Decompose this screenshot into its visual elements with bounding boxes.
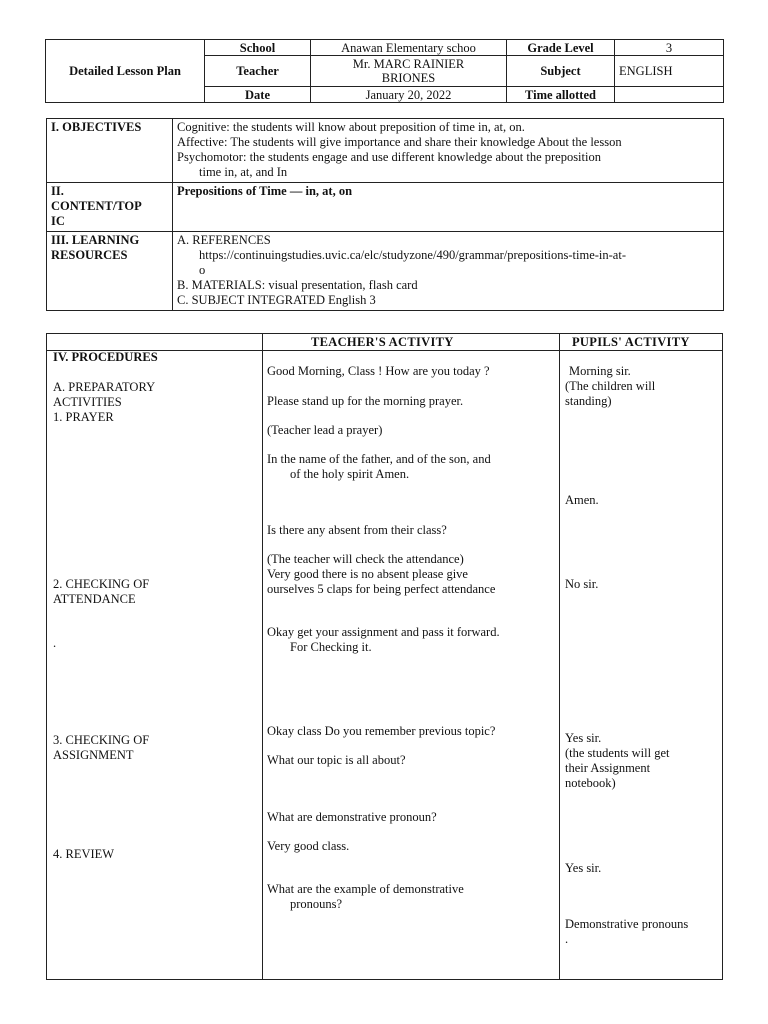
teacher-prayer-text: In the name of the father, and of the son, and bbox=[267, 452, 491, 466]
pupils-get-assignment: (the students will get bbox=[565, 746, 670, 760]
checking-assignment-label-cont: ASSIGNMENT bbox=[53, 748, 134, 762]
school-value: Anawan Elementary schoo bbox=[311, 40, 507, 56]
grade-level-label: Grade Level bbox=[507, 40, 615, 56]
date-label: Date bbox=[205, 87, 311, 103]
content-label-line2: CONTENT/TOP bbox=[51, 199, 142, 213]
reference-url: https://continuingstudies.uvic.ca/elc/studyzone/490/grammar/prepositions-time-in-at- bbox=[199, 248, 626, 262]
subject-integrated: C. SUBJECT INTEGRATED English 3 bbox=[177, 293, 376, 307]
column-divider-1 bbox=[262, 334, 263, 979]
teacher-assignment-request: Okay get your assignment and pass it forward. bbox=[267, 625, 500, 639]
objective-psychomotor-cont: time in, at, and In bbox=[199, 165, 288, 179]
resources-label-line2: RESOURCES bbox=[51, 248, 128, 262]
pupils-morning: Morning sir. bbox=[569, 364, 631, 378]
pupils-yes-sir-2: Yes sir. bbox=[565, 861, 602, 875]
teacher-topic-question: What our topic is all about? bbox=[267, 753, 406, 767]
resources-content bbox=[173, 232, 724, 311]
reference-url-cont: o bbox=[199, 263, 206, 277]
checking-assignment-label: 3. CHECKING OF bbox=[53, 733, 150, 747]
pupils-get-assignment-cont: their Assignment bbox=[565, 761, 651, 775]
checking-attendance-label-cont: ATTENDANCE bbox=[53, 592, 136, 606]
time-allotted-value bbox=[615, 87, 724, 103]
pupils-demonstrative-pronouns: Demonstrative pronouns bbox=[565, 917, 689, 931]
teacher-no-absent: Very good there is no absent please give bbox=[267, 567, 468, 581]
pupils-activity-header: PUPILS' ACTIVITY bbox=[572, 335, 690, 349]
references-heading: A. REFERENCES bbox=[177, 233, 271, 247]
objective-affective: Affective: The students will give importance and share their knowledge About the lesson bbox=[177, 135, 622, 149]
review-label: 4. REVIEW bbox=[53, 847, 115, 861]
content-topic: Prepositions of Time — in, at, on bbox=[173, 183, 724, 232]
objectives-label: I. OBJECTIVES bbox=[47, 119, 173, 183]
resources-label-line1: III. LEARNING bbox=[51, 233, 140, 247]
resources-label bbox=[47, 232, 173, 311]
school-label: School bbox=[205, 40, 311, 56]
prayer-label: 1. PRAYER bbox=[53, 410, 114, 424]
content-label-line3: IC bbox=[51, 214, 65, 228]
materials: B. MATERIALS: visual presentation, flash card bbox=[177, 278, 418, 292]
header-table bbox=[45, 39, 724, 103]
teacher-lead-prayer: (Teacher lead a prayer) bbox=[267, 423, 383, 437]
pupils-amen: Amen. bbox=[565, 493, 599, 507]
teacher-example-question: What are the example of demonstrative bbox=[267, 882, 464, 896]
teacher-claps: ourselves 5 claps for being perfect attendance bbox=[267, 582, 496, 596]
objective-psychomotor: Psychomotor: the students engage and use different knowledge about the preposition bbox=[177, 150, 601, 164]
teacher-demonstrative-question: What are demonstrative pronoun? bbox=[267, 810, 437, 824]
teacher-prayer-request: Please stand up for the morning prayer. bbox=[267, 394, 464, 408]
teacher-label: Teacher bbox=[205, 56, 311, 87]
teacher-activity-header: TEACHER'S ACTIVITY bbox=[311, 335, 454, 349]
teacher-very-good: Very good class. bbox=[267, 839, 350, 853]
objectives-content bbox=[173, 119, 724, 183]
procedures-table bbox=[46, 333, 723, 980]
teacher-greeting: Good Morning, Class ! How are you today ? bbox=[267, 364, 490, 378]
pupils-get-assignment-cont2: notebook) bbox=[565, 776, 616, 790]
grade-level-value: 3 bbox=[615, 40, 724, 56]
objectives-table bbox=[46, 118, 724, 311]
plan-title: Detailed Lesson Plan bbox=[46, 40, 205, 103]
teacher-example-question-cont: pronouns? bbox=[290, 897, 343, 911]
teacher-prayer-text-cont: of the holy spirit Amen. bbox=[290, 467, 410, 481]
time-allotted-label: Time allotted bbox=[507, 87, 615, 103]
content-label bbox=[47, 183, 173, 232]
teacher-value bbox=[311, 56, 507, 87]
teacher-check-attendance: (The teacher will check the attendance) bbox=[267, 552, 464, 566]
objective-cognitive: Cognitive: the students will know about preposition of time in, at, on. bbox=[177, 120, 525, 134]
subject-label: Subject bbox=[507, 56, 615, 87]
teacher-assignment-request-cont: For Checking it. bbox=[290, 640, 372, 654]
procedures-label: IV. PROCEDURES bbox=[53, 350, 158, 364]
teacher-previous-topic: Okay class Do you remember previous topic? bbox=[267, 724, 496, 738]
teacher-absent-question: Is there any absent from their class? bbox=[267, 523, 447, 537]
stray-dot: . bbox=[53, 636, 57, 650]
pupils-yes-sir: Yes sir. bbox=[565, 731, 602, 745]
content-label-line1: II. bbox=[51, 184, 64, 198]
pupils-standing-cont: standing) bbox=[565, 394, 612, 408]
pupils-no-sir: No sir. bbox=[565, 577, 599, 591]
teacher-name-line1: Mr. MARC RAINIER bbox=[352, 57, 465, 71]
pupils-trailing-dot: . bbox=[565, 932, 569, 946]
checking-attendance-label: 2. CHECKING OF bbox=[53, 577, 150, 591]
teacher-name-line2: BRIONES bbox=[381, 71, 436, 85]
pupils-standing: (The children will bbox=[565, 379, 656, 393]
date-value: January 20, 2022 bbox=[311, 87, 507, 103]
column-divider-2 bbox=[559, 334, 560, 979]
subject-value: ENGLISH bbox=[615, 56, 724, 87]
preparatory-activities-label-cont: ACTIVITIES bbox=[53, 395, 122, 409]
preparatory-activities-label: A. PREPARATORY bbox=[53, 380, 156, 394]
